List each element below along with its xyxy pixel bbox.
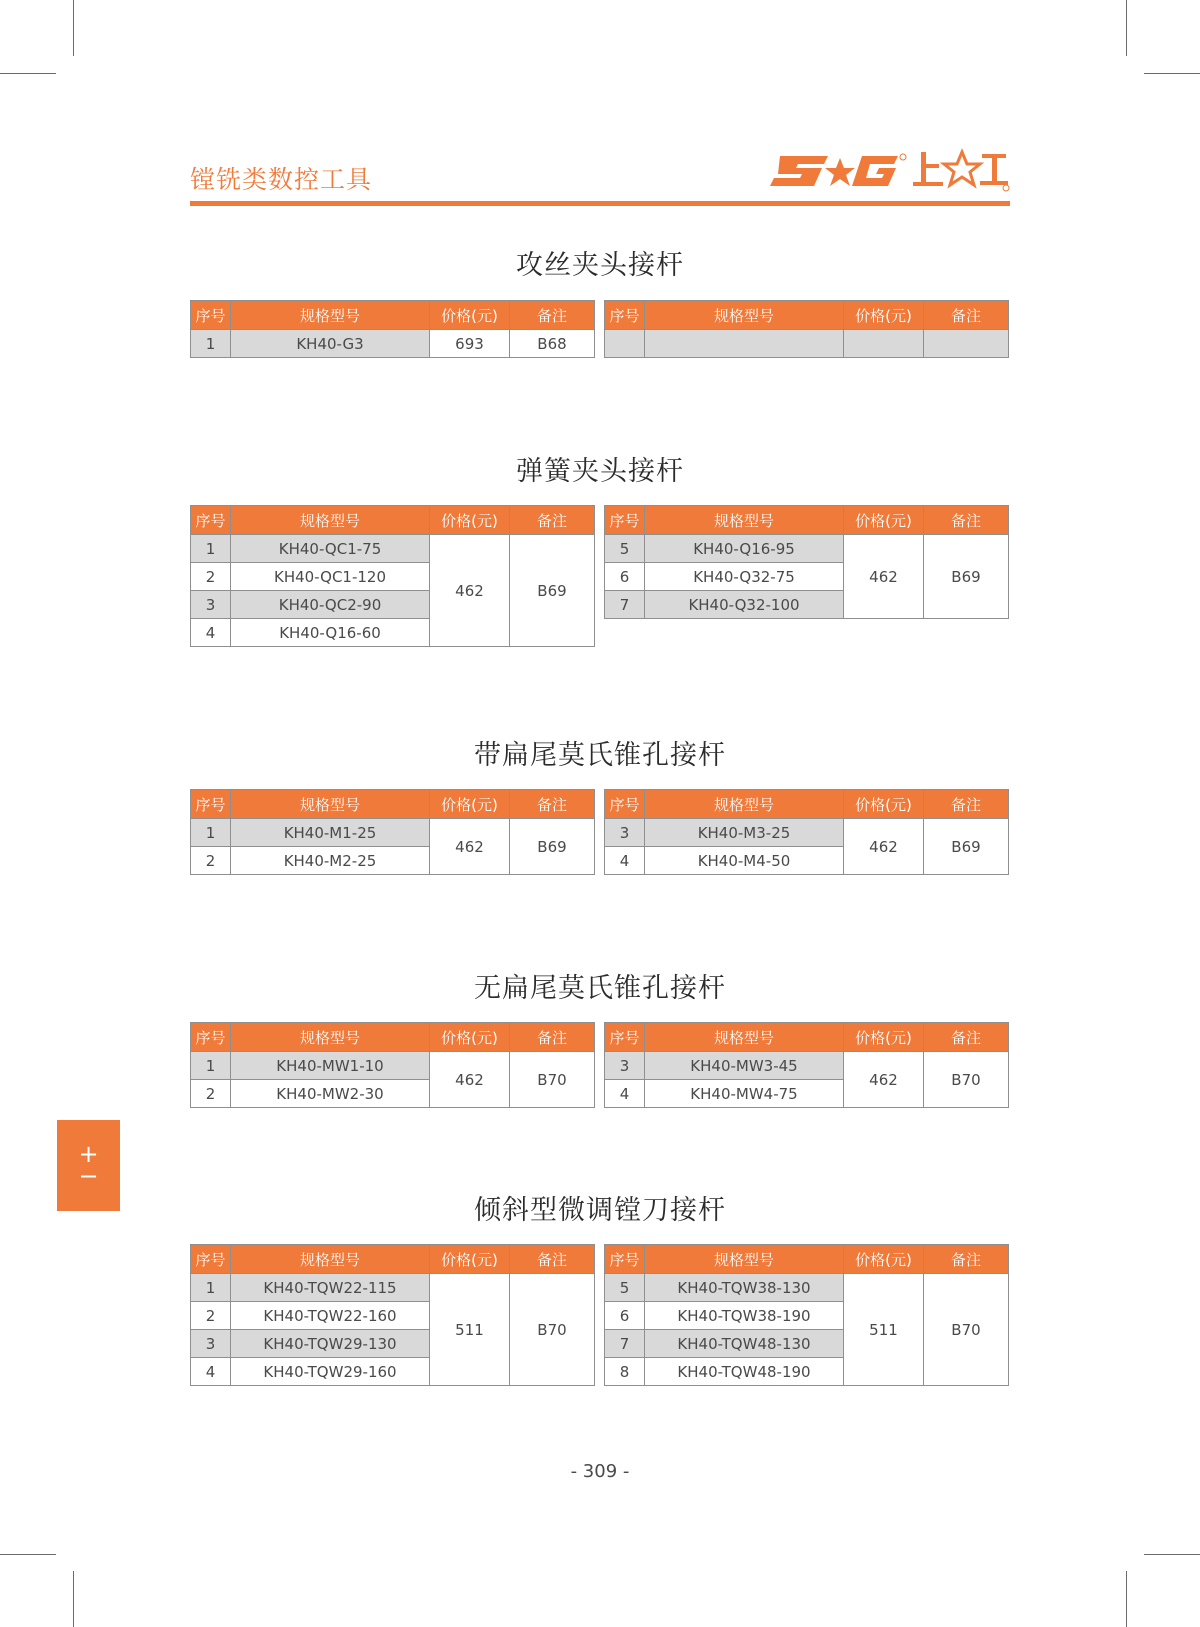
row-model: KH40-TQW29-130 xyxy=(231,1330,430,1358)
col-header-price: 价格(元) xyxy=(430,1023,510,1052)
row-model: KH40-MW3-45 xyxy=(645,1052,844,1080)
crop-mark xyxy=(73,0,74,56)
row-model: KH40-TQW38-190 xyxy=(645,1302,844,1330)
row-model: KH40-TQW22-160 xyxy=(231,1302,430,1330)
spec-table-right xyxy=(604,1022,1009,1108)
price-cell: 462 xyxy=(844,819,924,875)
row-index: 2 xyxy=(191,847,231,875)
table-header-row xyxy=(605,506,1009,535)
crop-mark xyxy=(1144,73,1200,74)
table-header-row xyxy=(191,1023,595,1052)
note-cell: B69 xyxy=(510,535,595,647)
table-row xyxy=(191,1052,595,1080)
col-header-index: 序号 xyxy=(605,790,645,819)
row-index: 4 xyxy=(191,1358,231,1386)
row-model: KH40-M2-25 xyxy=(231,847,430,875)
row-index: 1 xyxy=(191,330,231,358)
table-row xyxy=(605,1274,1009,1302)
plus-icon: + xyxy=(78,1140,99,1168)
col-header-note: 备注 xyxy=(924,1245,1009,1274)
spec-table-left xyxy=(190,300,595,358)
col-header-price: 价格(元) xyxy=(430,506,510,535)
empty-cell xyxy=(645,330,844,358)
col-header-model: 规格型号 xyxy=(645,790,844,819)
note-cell: B69 xyxy=(510,819,595,875)
row-model: KH40-TQW29-160 xyxy=(231,1358,430,1386)
page-header-title: 镗铣类数控工具 xyxy=(190,165,373,194)
spec-table-right xyxy=(604,789,1009,875)
note-cell: B68 xyxy=(510,330,595,358)
note-cell: B70 xyxy=(510,1052,595,1108)
col-header-model: 规格型号 xyxy=(645,506,844,535)
row-model: KH40-QC1-120 xyxy=(231,563,430,591)
row-index: 8 xyxy=(605,1358,645,1386)
row-index: 4 xyxy=(605,847,645,875)
table-header-row xyxy=(605,1023,1009,1052)
price-cell: 511 xyxy=(430,1274,510,1386)
price-cell: 693 xyxy=(430,330,510,358)
row-index: 1 xyxy=(191,1052,231,1080)
spec-table-right xyxy=(604,1244,1009,1386)
section-title: 带扁尾莫氏锥孔接杆 xyxy=(474,740,726,771)
price-cell: 462 xyxy=(844,535,924,619)
spec-table-left xyxy=(190,1022,595,1108)
table-header-row xyxy=(605,790,1009,819)
note-cell: B70 xyxy=(510,1274,595,1386)
row-index: 2 xyxy=(191,1302,231,1330)
row-model: KH40-MW1-10 xyxy=(231,1052,430,1080)
row-model: KH40-QC1-75 xyxy=(231,535,430,563)
row-index: 1 xyxy=(191,535,231,563)
minus-icon: − xyxy=(78,1162,99,1190)
col-header-model: 规格型号 xyxy=(231,301,430,330)
table-header-row xyxy=(605,301,1009,330)
crop-mark xyxy=(1126,0,1127,56)
table-row xyxy=(605,819,1009,847)
col-header-index: 序号 xyxy=(191,1245,231,1274)
table-row xyxy=(191,535,595,563)
col-header-note: 备注 xyxy=(924,1023,1009,1052)
col-header-price: 价格(元) xyxy=(844,506,924,535)
table-header-row xyxy=(605,1245,1009,1274)
header-rule xyxy=(190,201,1010,206)
table-header-row xyxy=(191,506,595,535)
row-index: 3 xyxy=(605,819,645,847)
price-cell: 462 xyxy=(430,535,510,647)
row-index: 5 xyxy=(605,535,645,563)
row-index: 7 xyxy=(605,1330,645,1358)
spec-table-left xyxy=(190,1244,595,1386)
col-header-model: 规格型号 xyxy=(645,1023,844,1052)
row-index: 2 xyxy=(191,563,231,591)
row-index: 1 xyxy=(191,1274,231,1302)
row-model: KH40-QC2-90 xyxy=(231,591,430,619)
note-cell: B70 xyxy=(924,1274,1009,1386)
col-header-price: 价格(元) xyxy=(844,301,924,330)
table-row xyxy=(605,1052,1009,1080)
empty-cell xyxy=(605,330,645,358)
row-index: 3 xyxy=(605,1052,645,1080)
crop-mark xyxy=(0,1554,56,1555)
row-index: 6 xyxy=(605,1302,645,1330)
table-header-row xyxy=(191,1245,595,1274)
col-header-index: 序号 xyxy=(605,301,645,330)
row-model: KH40-Q32-100 xyxy=(645,591,844,619)
note-cell: B70 xyxy=(924,1052,1009,1108)
col-header-note: 备注 xyxy=(510,790,595,819)
row-index: 6 xyxy=(605,563,645,591)
col-header-note: 备注 xyxy=(924,506,1009,535)
price-cell: 462 xyxy=(430,819,510,875)
col-header-note: 备注 xyxy=(510,1245,595,1274)
row-index: 1 xyxy=(191,819,231,847)
col-header-index: 序号 xyxy=(191,506,231,535)
row-index: 7 xyxy=(605,591,645,619)
price-cell: 462 xyxy=(430,1052,510,1108)
spec-table-left xyxy=(190,505,595,647)
chapter-tab xyxy=(57,1120,120,1211)
table-header-row xyxy=(191,301,595,330)
row-index: 3 xyxy=(191,1330,231,1358)
col-header-note: 备注 xyxy=(924,790,1009,819)
table-row xyxy=(191,819,595,847)
page-number: - 309 - xyxy=(570,1461,630,1482)
row-index: 2 xyxy=(191,1080,231,1108)
col-header-model: 规格型号 xyxy=(231,1023,430,1052)
col-header-model: 规格型号 xyxy=(231,506,430,535)
crop-mark xyxy=(73,1571,74,1627)
brand-logo xyxy=(770,148,1010,194)
crop-mark xyxy=(1126,1571,1127,1627)
table-row xyxy=(191,1274,595,1302)
table-row xyxy=(605,535,1009,563)
row-model: KH40-M3-25 xyxy=(645,819,844,847)
col-header-note: 备注 xyxy=(510,1023,595,1052)
spec-table-right xyxy=(604,300,1009,358)
empty-cell xyxy=(924,330,1009,358)
section-title: 攻丝夹头接杆 xyxy=(516,250,684,281)
row-index: 5 xyxy=(605,1274,645,1302)
table-header-row xyxy=(191,790,595,819)
row-model: KH40-MW4-75 xyxy=(645,1080,844,1108)
col-header-note: 备注 xyxy=(924,301,1009,330)
col-header-index: 序号 xyxy=(605,1245,645,1274)
col-header-index: 序号 xyxy=(605,1023,645,1052)
col-header-index: 序号 xyxy=(191,1023,231,1052)
row-index: 3 xyxy=(191,591,231,619)
row-index: 4 xyxy=(605,1080,645,1108)
price-cell: 511 xyxy=(844,1274,924,1386)
row-model: KH40-TQW22-115 xyxy=(231,1274,430,1302)
col-header-price: 价格(元) xyxy=(844,1245,924,1274)
spec-table-left xyxy=(190,789,595,875)
col-header-price: 价格(元) xyxy=(844,790,924,819)
col-header-model: 规格型号 xyxy=(231,790,430,819)
col-header-model: 规格型号 xyxy=(645,1245,844,1274)
spec-table-right xyxy=(604,505,1009,619)
row-index: 4 xyxy=(191,619,231,647)
col-header-price: 价格(元) xyxy=(430,790,510,819)
row-model: KH40-MW2-30 xyxy=(231,1080,430,1108)
col-header-model: 规格型号 xyxy=(231,1245,430,1274)
section-title: 弹簧夹头接杆 xyxy=(516,456,684,487)
col-header-price: 价格(元) xyxy=(430,1245,510,1274)
row-model: KH40-G3 xyxy=(231,330,430,358)
crop-mark xyxy=(1144,1554,1200,1555)
col-header-index: 序号 xyxy=(191,301,231,330)
row-model: KH40-Q16-95 xyxy=(645,535,844,563)
section-title: 无扁尾莫氏锥孔接杆 xyxy=(474,973,726,1004)
note-cell: B69 xyxy=(924,535,1009,619)
table-row-empty xyxy=(605,330,1009,358)
table-row xyxy=(191,330,595,358)
col-header-note: 备注 xyxy=(510,301,595,330)
crop-mark xyxy=(0,73,56,74)
section-title: 倾斜型微调镗刀接杆 xyxy=(474,1195,726,1226)
note-cell: B69 xyxy=(924,819,1009,875)
row-model: KH40-Q16-60 xyxy=(231,619,430,647)
col-header-price: 价格(元) xyxy=(844,1023,924,1052)
col-header-index: 序号 xyxy=(191,790,231,819)
row-model: KH40-Q32-75 xyxy=(645,563,844,591)
empty-cell xyxy=(844,330,924,358)
row-model: KH40-TQW38-130 xyxy=(645,1274,844,1302)
col-header-note: 备注 xyxy=(510,506,595,535)
col-header-index: 序号 xyxy=(605,506,645,535)
row-model: KH40-M1-25 xyxy=(231,819,430,847)
row-model: KH40-TQW48-190 xyxy=(645,1358,844,1386)
price-cell: 462 xyxy=(844,1052,924,1108)
row-model: KH40-M4-50 xyxy=(645,847,844,875)
row-model: KH40-TQW48-130 xyxy=(645,1330,844,1358)
col-header-price: 价格(元) xyxy=(430,301,510,330)
col-header-model: 规格型号 xyxy=(645,301,844,330)
